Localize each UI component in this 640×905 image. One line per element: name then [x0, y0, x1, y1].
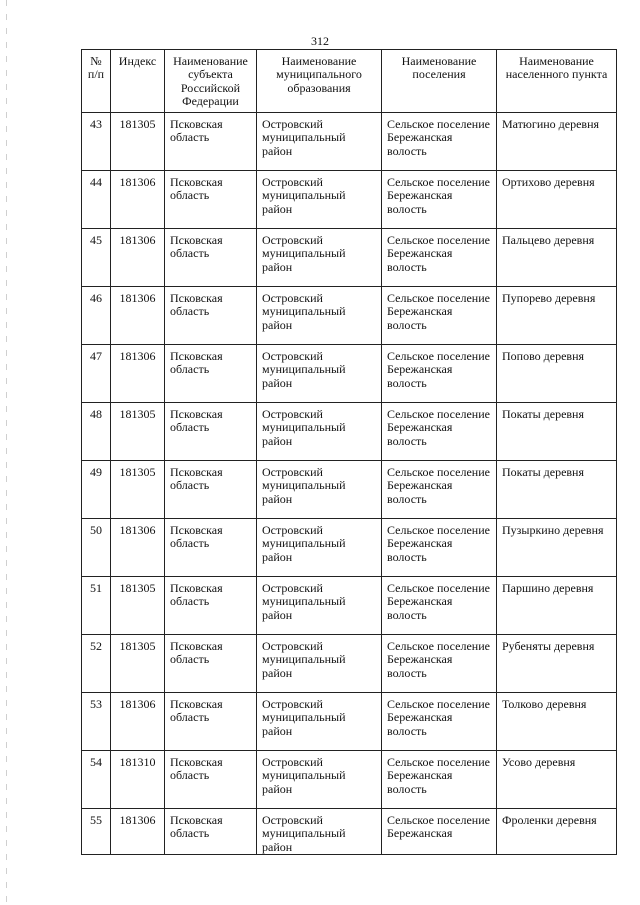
cell-settlement: Сельское поселение Бережанская волость	[382, 171, 497, 229]
cell-index: 181305	[111, 635, 165, 693]
cell-settlement: Сельское поселение Бережанская волость	[382, 751, 497, 809]
cell-num: 50	[82, 519, 111, 577]
cell-index: 181306	[111, 345, 165, 403]
header-index: Индекс	[111, 50, 165, 113]
cell-municipality: Островский муниципальный район	[257, 345, 382, 403]
cell-subject: Псковская область	[165, 519, 257, 577]
cell-settlement: Сельское поселение Бережанская волость	[382, 461, 497, 519]
cell-index: 181306	[111, 693, 165, 751]
cell-municipality: Островский муниципальный район	[257, 751, 382, 809]
cell-municipality: Островский муниципальный район	[257, 287, 382, 345]
table-row	[82, 461, 617, 519]
table-row	[82, 693, 617, 751]
cell-subject: Псковская область	[165, 113, 257, 171]
cell-subject: Псковская область	[165, 461, 257, 519]
cell-num: 44	[82, 171, 111, 229]
cell-subject: Псковская область	[165, 751, 257, 809]
table-body	[82, 113, 617, 855]
cell-municipality: Островский муниципальный район	[257, 113, 382, 171]
cell-num: 45	[82, 229, 111, 287]
cell-subject: Псковская область	[165, 809, 257, 855]
header-num: № п/п	[82, 50, 111, 113]
cell-subject: Псковская область	[165, 171, 257, 229]
cell-index: 181310	[111, 751, 165, 809]
cell-index: 181306	[111, 519, 165, 577]
table-row	[82, 229, 617, 287]
cell-num: 48	[82, 403, 111, 461]
cell-settlement: Сельское поселение Бережанская волость	[382, 229, 497, 287]
table-row	[82, 809, 617, 855]
cell-num: 55	[82, 809, 111, 855]
cell-locality: Покаты деревня	[497, 461, 617, 519]
localities-table	[81, 49, 617, 855]
cell-index: 181306	[111, 809, 165, 855]
cell-subject: Псковская область	[165, 577, 257, 635]
cell-settlement: Сельское поселение Бережанская волость	[382, 287, 497, 345]
table-row	[82, 751, 617, 809]
cell-num: 51	[82, 577, 111, 635]
cell-settlement: Сельское поселение Бережанская волость	[382, 519, 497, 577]
cell-settlement: Сельское поселение Бережанская	[382, 809, 497, 855]
header-settlement: Наименование поселения	[382, 50, 497, 113]
header-locality: Наименование населенного пункта	[497, 50, 617, 113]
cell-subject: Псковская область	[165, 635, 257, 693]
cell-locality: Рубеняты деревня	[497, 635, 617, 693]
cell-municipality: Островский муниципальный район	[257, 809, 382, 855]
cell-num: 47	[82, 345, 111, 403]
table-row	[82, 403, 617, 461]
cell-locality: Покаты деревня	[497, 403, 617, 461]
header-subject: Наименование субъекта Российской Федерации	[165, 50, 257, 113]
cell-index: 181305	[111, 403, 165, 461]
cell-subject: Псковская область	[165, 403, 257, 461]
cell-municipality: Островский муниципальный район	[257, 577, 382, 635]
cell-subject: Псковская область	[165, 287, 257, 345]
cell-locality: Толково деревня	[497, 693, 617, 751]
cell-subject: Псковская область	[165, 229, 257, 287]
cell-num: 52	[82, 635, 111, 693]
cell-subject: Псковская область	[165, 345, 257, 403]
cell-municipality: Островский муниципальный район	[257, 635, 382, 693]
cell-index: 181305	[111, 461, 165, 519]
cell-index: 181306	[111, 171, 165, 229]
cell-locality: Ортихово деревня	[497, 171, 617, 229]
cell-municipality: Островский муниципальный район	[257, 519, 382, 577]
cell-settlement: Сельское поселение Бережанская волость	[382, 693, 497, 751]
cell-num: 43	[82, 113, 111, 171]
table-row	[82, 287, 617, 345]
cell-index: 181306	[111, 287, 165, 345]
table-row	[82, 635, 617, 693]
cell-index: 181306	[111, 229, 165, 287]
cell-settlement: Сельское поселение Бережанская волость	[382, 345, 497, 403]
table-row	[82, 171, 617, 229]
cell-settlement: Сельское поселение Бережанская волость	[382, 635, 497, 693]
cell-locality: Фроленки деревня	[497, 809, 617, 855]
cell-subject: Псковская область	[165, 693, 257, 751]
cell-num: 49	[82, 461, 111, 519]
cell-index: 181305	[111, 577, 165, 635]
cell-municipality: Островский муниципальный район	[257, 693, 382, 751]
cell-locality: Пузыркино деревня	[497, 519, 617, 577]
table-row	[82, 519, 617, 577]
cell-num: 46	[82, 287, 111, 345]
cell-settlement: Сельское поселение Бережанская волость	[382, 403, 497, 461]
table-row	[82, 345, 617, 403]
page-number: 312	[311, 34, 329, 48]
cell-locality: Пупорево деревня	[497, 287, 617, 345]
cell-index: 181305	[111, 113, 165, 171]
cell-num: 53	[82, 693, 111, 751]
table-header-row	[82, 50, 617, 113]
cell-num: 54	[82, 751, 111, 809]
cell-settlement: Сельское поселение Бережанская волость	[382, 113, 497, 171]
table-row	[82, 113, 617, 171]
cell-locality: Усово деревня	[497, 751, 617, 809]
table-row	[82, 577, 617, 635]
cell-locality: Попово деревня	[497, 345, 617, 403]
cell-municipality: Островский муниципальный район	[257, 461, 382, 519]
cell-municipality: Островский муниципальный район	[257, 229, 382, 287]
cell-locality: Матюгино деревня	[497, 113, 617, 171]
header-municipality: Наименование муниципального образования	[257, 50, 382, 113]
cell-settlement: Сельское поселение Бережанская волость	[382, 577, 497, 635]
cell-locality: Пальцево деревня	[497, 229, 617, 287]
scan-margin-line	[6, 0, 7, 905]
cell-municipality: Островский муниципальный район	[257, 171, 382, 229]
cell-locality: Паршино деревня	[497, 577, 617, 635]
cell-municipality: Островский муниципальный район	[257, 403, 382, 461]
